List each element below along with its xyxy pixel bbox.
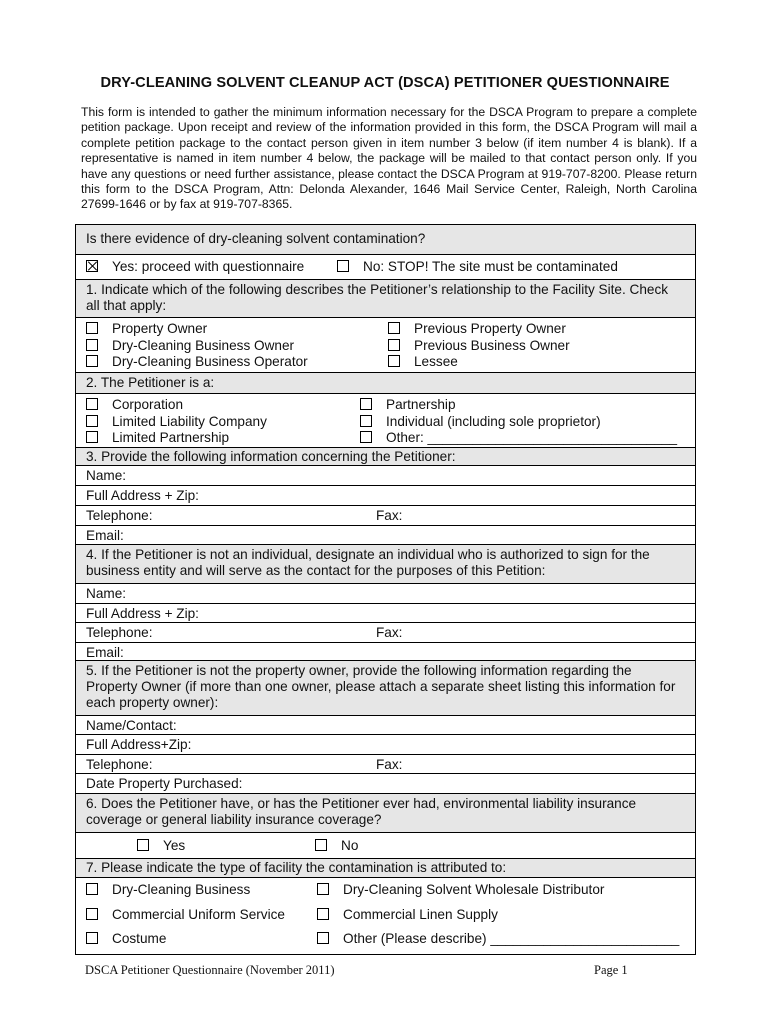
q2-option-label: Limited Liability Company xyxy=(112,413,267,429)
q3-telephone-label: Telephone: xyxy=(86,508,153,523)
q2-question: 2. The Petitioner is a: xyxy=(86,375,215,390)
q1-question-row xyxy=(76,280,695,318)
q5-date-purchased-field[interactable] xyxy=(76,774,695,794)
q6-yes-checkbox[interactable] xyxy=(137,839,149,851)
q1-business-operator-checkbox[interactable] xyxy=(86,355,98,367)
q7-wholesale-distributor-checkbox[interactable] xyxy=(317,883,329,895)
q6-no-label: No xyxy=(341,838,359,853)
q5-name-field[interactable] xyxy=(76,716,695,735)
q1-business-owner-checkbox[interactable] xyxy=(86,339,98,351)
q5-address-field[interactable] xyxy=(76,735,695,755)
q4-address-field[interactable] xyxy=(76,604,695,623)
q2-partnership-checkbox[interactable] xyxy=(360,398,372,410)
q7-option-label: Other (Please describe) _________________________ xyxy=(343,931,680,946)
q2-other-checkbox[interactable] xyxy=(360,431,372,443)
q0-no-checkbox[interactable] xyxy=(337,260,349,272)
footer-form-name: DSCA Petitioner Questionnaire (November 2011) xyxy=(85,963,335,977)
q4-fax-label: Fax: xyxy=(376,625,403,640)
q0-question-row xyxy=(76,225,695,255)
q5-telephone-label: Telephone: xyxy=(86,757,153,772)
q2-option-label: Individual (including sole proprietor) xyxy=(386,413,601,429)
q1-question: 1. Indicate which of the following describes the Petitioner’s relationship to the Facility Site. Check all that apply: xyxy=(86,282,669,313)
q3-telephone-fax-field[interactable] xyxy=(76,506,695,526)
q4-email-label: Email: xyxy=(86,645,124,660)
q7-question: 7. Please indicate the type of facility the contamination is attributed to: xyxy=(86,860,507,875)
q0-yes-checkbox[interactable] xyxy=(86,260,98,272)
q5-telephone-fax-field[interactable] xyxy=(76,755,695,774)
q3-address-label: Full Address + Zip: xyxy=(86,488,199,503)
q7-option-label: Dry-Cleaning Business xyxy=(112,882,251,897)
q7-option-label: Commercial Linen Supply xyxy=(343,906,498,922)
intro-paragraph: This form is intended to gather the minimum information necessary for the DSCA Program to prepare a complete petition package. Upon receipt and review of the information provided in this form, the DSCA Program will mail a complete petition package to the contact person given in item number 3 below (if item number 4 is blank). If a representative is named in item number 4 below, the package will be mailed to that contact person only. If you have any questions or need further assistance, please contact the DSCA Program at 919-707-8200. Please return this form to the DSCA Program, Attn: Delonda Alexander, 1646 Mail Service Center, Raleigh, North Carolina 27699-1646 or by fax at 919-707-8365. xyxy=(81,105,697,212)
q1-options-row xyxy=(76,318,695,373)
q4-address-label: Full Address + Zip: xyxy=(86,606,199,621)
q1-option-label: Lessee xyxy=(414,354,458,369)
q1-lessee-checkbox[interactable] xyxy=(388,355,400,367)
q7-option-label: Costume xyxy=(112,931,167,946)
q3-question: 3. Provide the following information concerning the Petitioner: xyxy=(86,449,456,464)
q1-option-label: Dry-Cleaning Business Operator xyxy=(112,354,308,369)
q5-address-label: Full Address+Zip: xyxy=(86,737,192,752)
q7-option-label: Dry-Cleaning Solvent Wholesale Distributor xyxy=(343,882,605,897)
q5-fax-label: Fax: xyxy=(376,757,403,772)
q1-option-label: Property Owner xyxy=(112,321,208,336)
q3-name-label: Name: xyxy=(86,468,127,483)
q7-options-row xyxy=(76,878,695,954)
q0-answer-row xyxy=(76,255,695,280)
q7-dry-cleaning-business-checkbox[interactable] xyxy=(86,883,98,895)
q5-question-row xyxy=(76,661,695,716)
q0-yes-label: Yes: proceed with questionnaire xyxy=(112,259,305,274)
q2-limited-partnership-checkbox[interactable] xyxy=(86,431,98,443)
q2-option-label: Other: _________________________________ xyxy=(386,430,678,445)
q6-question-row xyxy=(76,794,695,833)
q0-question: Is there evidence of dry-cleaning solvent contamination? xyxy=(86,231,426,246)
q3-email-label: Email: xyxy=(86,528,124,543)
q5-date-label: Date Property Purchased: xyxy=(86,776,243,791)
q3-fax-label: Fax: xyxy=(376,508,403,523)
q7-question-row xyxy=(76,859,695,878)
form-title: DRY-CLEANING SOLVENT CLEANUP ACT (DSCA) PETITIONER QUESTIONNAIRE xyxy=(100,75,670,91)
q6-yes-label: Yes xyxy=(163,838,186,853)
q6-answer-row xyxy=(76,833,695,859)
q0-no-label: No: STOP! The site must be contaminated xyxy=(363,259,618,274)
q2-option-label: Partnership xyxy=(386,397,456,412)
q1-option-label: Previous Property Owner xyxy=(414,321,566,336)
q5-question: 5. If the Petitioner is not the property owner, provide the following information regarding the Property Owner (if more than one owner, please attach a separate sheet listing this information for each property owner): xyxy=(86,663,676,710)
q2-options-row xyxy=(76,394,695,448)
q5-name-label: Name/Contact: xyxy=(86,718,177,733)
q1-previous-property-owner-checkbox[interactable] xyxy=(388,322,400,334)
q2-option-label: Limited Partnership xyxy=(112,430,230,445)
q7-option-label: Commercial Uniform Service xyxy=(112,906,285,922)
q4-telephone-fax-field[interactable] xyxy=(76,623,695,643)
q1-option-label: Dry-Cleaning Business Owner xyxy=(112,337,295,353)
q1-previous-business-owner-checkbox[interactable] xyxy=(388,339,400,351)
q4-question: 4. If the Petitioner is not an individual, designate an individual who is authorized to sign for the business entity and will serve as the contact for the purposes of this Petition: xyxy=(86,547,650,578)
q3-address-field[interactable] xyxy=(76,486,695,506)
q3-email-field[interactable] xyxy=(76,526,695,545)
q2-individual-checkbox[interactable] xyxy=(360,415,372,427)
q7-costume-checkbox[interactable] xyxy=(86,932,98,944)
q2-question-row xyxy=(76,373,695,394)
footer-page-number: Page 1 xyxy=(594,963,628,977)
q2-llc-checkbox[interactable] xyxy=(86,415,98,427)
q7-other-checkbox[interactable] xyxy=(317,932,329,944)
q3-question-row xyxy=(76,448,695,466)
q1-option-label: Previous Business Owner xyxy=(414,337,570,353)
q4-telephone-label: Telephone: xyxy=(86,625,153,640)
q7-commercial-uniform-checkbox[interactable] xyxy=(86,908,98,920)
questionnaire-form xyxy=(75,224,696,955)
q1-property-owner-checkbox[interactable] xyxy=(86,322,98,334)
q3-name-field[interactable] xyxy=(76,466,695,486)
q7-commercial-linen-checkbox[interactable] xyxy=(317,908,329,920)
q2-option-label: Corporation xyxy=(112,397,184,412)
q6-no-checkbox[interactable] xyxy=(315,839,327,851)
q4-name-label: Name: xyxy=(86,586,127,601)
q6-question: 6. Does the Petitioner have, or has the Petitioner ever had, environmental liability insurance coverage or general liability insurance coverage? xyxy=(86,796,637,827)
q4-question-row xyxy=(76,545,695,584)
q4-email-field[interactable] xyxy=(76,643,695,661)
q4-name-field[interactable] xyxy=(76,584,695,604)
q2-corporation-checkbox[interactable] xyxy=(86,398,98,410)
